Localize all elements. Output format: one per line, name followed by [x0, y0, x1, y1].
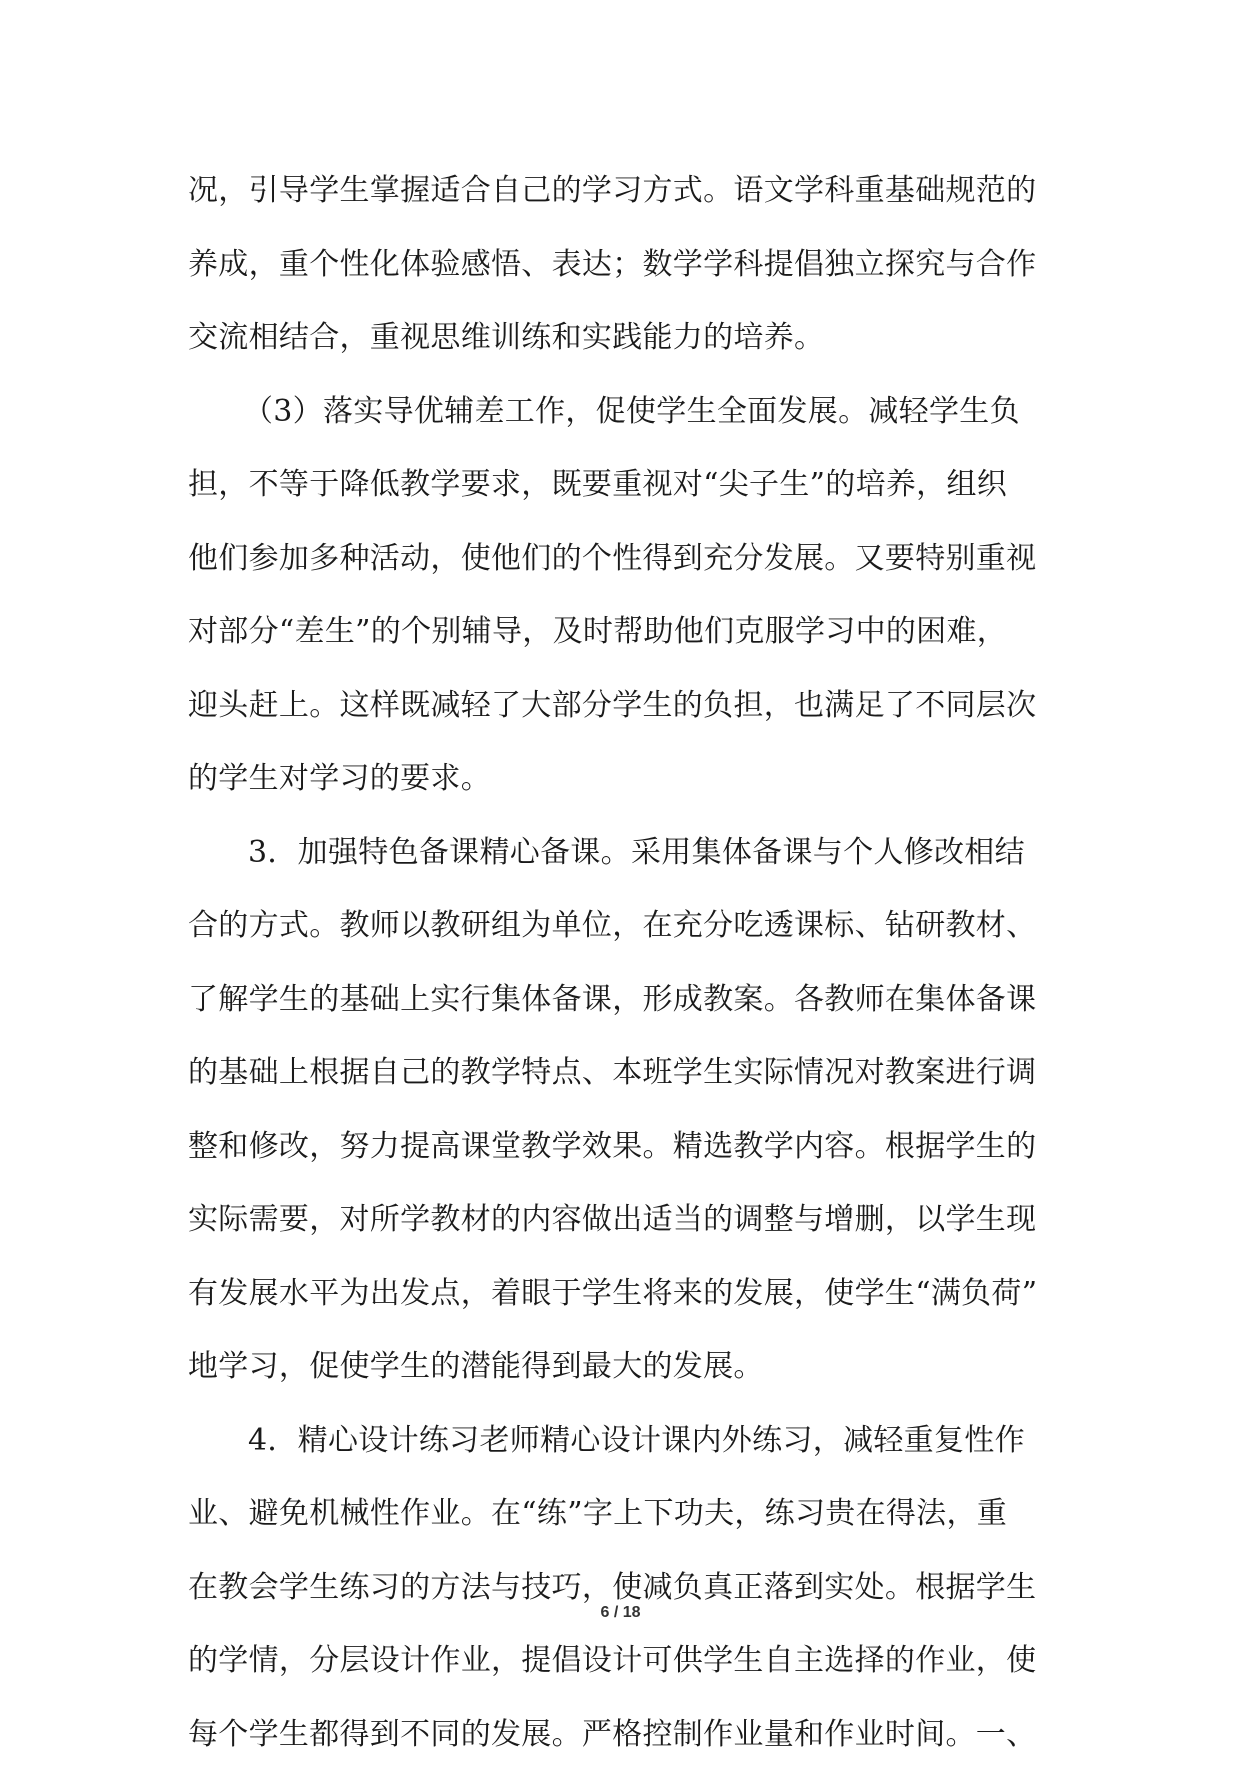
text-line: 的学情，分层设计作业，提倡设计可供学生自主选择的作业，使	[188, 1624, 1068, 1698]
text-line: 的学生对学习的要求。	[188, 742, 1068, 816]
text-line: 交流相结合，重视思维训练和实践能力的培养。	[188, 301, 1068, 375]
page-number: 6 / 18	[0, 1604, 1241, 1622]
text-line: 有发展水平为出发点，着眼于学生将来的发展，使学生“满负荷”	[188, 1257, 1068, 1331]
text-line: 养成，重个性化体验感悟、表达；数学学科提倡独立探究与合作	[188, 228, 1068, 302]
paragraph-start-line: 4．精心设计练习老师精心设计课内外练习，减轻重复性作	[188, 1404, 1068, 1478]
text-line: 迎头赶上。这样既减轻了大部分学生的负担，也满足了不同层次	[188, 669, 1068, 743]
paragraph-start-line: 3．加强特色备课精心备课。采用集体备课与个人修改相结	[188, 816, 1068, 890]
text-line: 在教会学生练习的方法与技巧，使减负真正落到实处。根据学生	[188, 1551, 1068, 1625]
paragraph-start-line: （3）落实导优辅差工作，促使学生全面发展。减轻学生负	[188, 375, 1068, 449]
body-text	[188, 154, 1068, 1771]
text-line: 对部分“差生”的个别辅导，及时帮助他们克服学习中的困难，	[188, 595, 1068, 669]
text-line: 了解学生的基础上实行集体备课，形成教案。各教师在集体备课	[188, 963, 1068, 1037]
text-line: 他们参加多种活动，使他们的个性得到充分发展。又要特别重视	[188, 522, 1068, 596]
text-line: 地学习，促使学生的潜能得到最大的发展。	[188, 1330, 1068, 1404]
text-line: 合的方式。教师以教研组为单位，在充分吃透课标、钻研教材、	[188, 889, 1068, 963]
text-line: 业、避免机械性作业。在“练”字上下功夫，练习贵在得法，重	[188, 1477, 1068, 1551]
text-line: 担，不等于降低教学要求，既要重视对“尖子生”的培养，组织	[188, 448, 1068, 522]
text-line: 况，引导学生掌握适合自己的学习方式。语文学科重基础规范的	[188, 154, 1068, 228]
text-line: 整和修改，努力提高课堂教学效果。精选教学内容。根据学生的	[188, 1110, 1068, 1184]
text-line: 每个学生都得到不同的发展。严格控制作业量和作业时间。一、	[188, 1698, 1068, 1771]
text-line: 实际需要，对所学教材的内容做出适当的调整与增删，以学生现	[188, 1183, 1068, 1257]
text-line: 的基础上根据自己的教学特点、本班学生实际情况对教案进行调	[188, 1036, 1068, 1110]
